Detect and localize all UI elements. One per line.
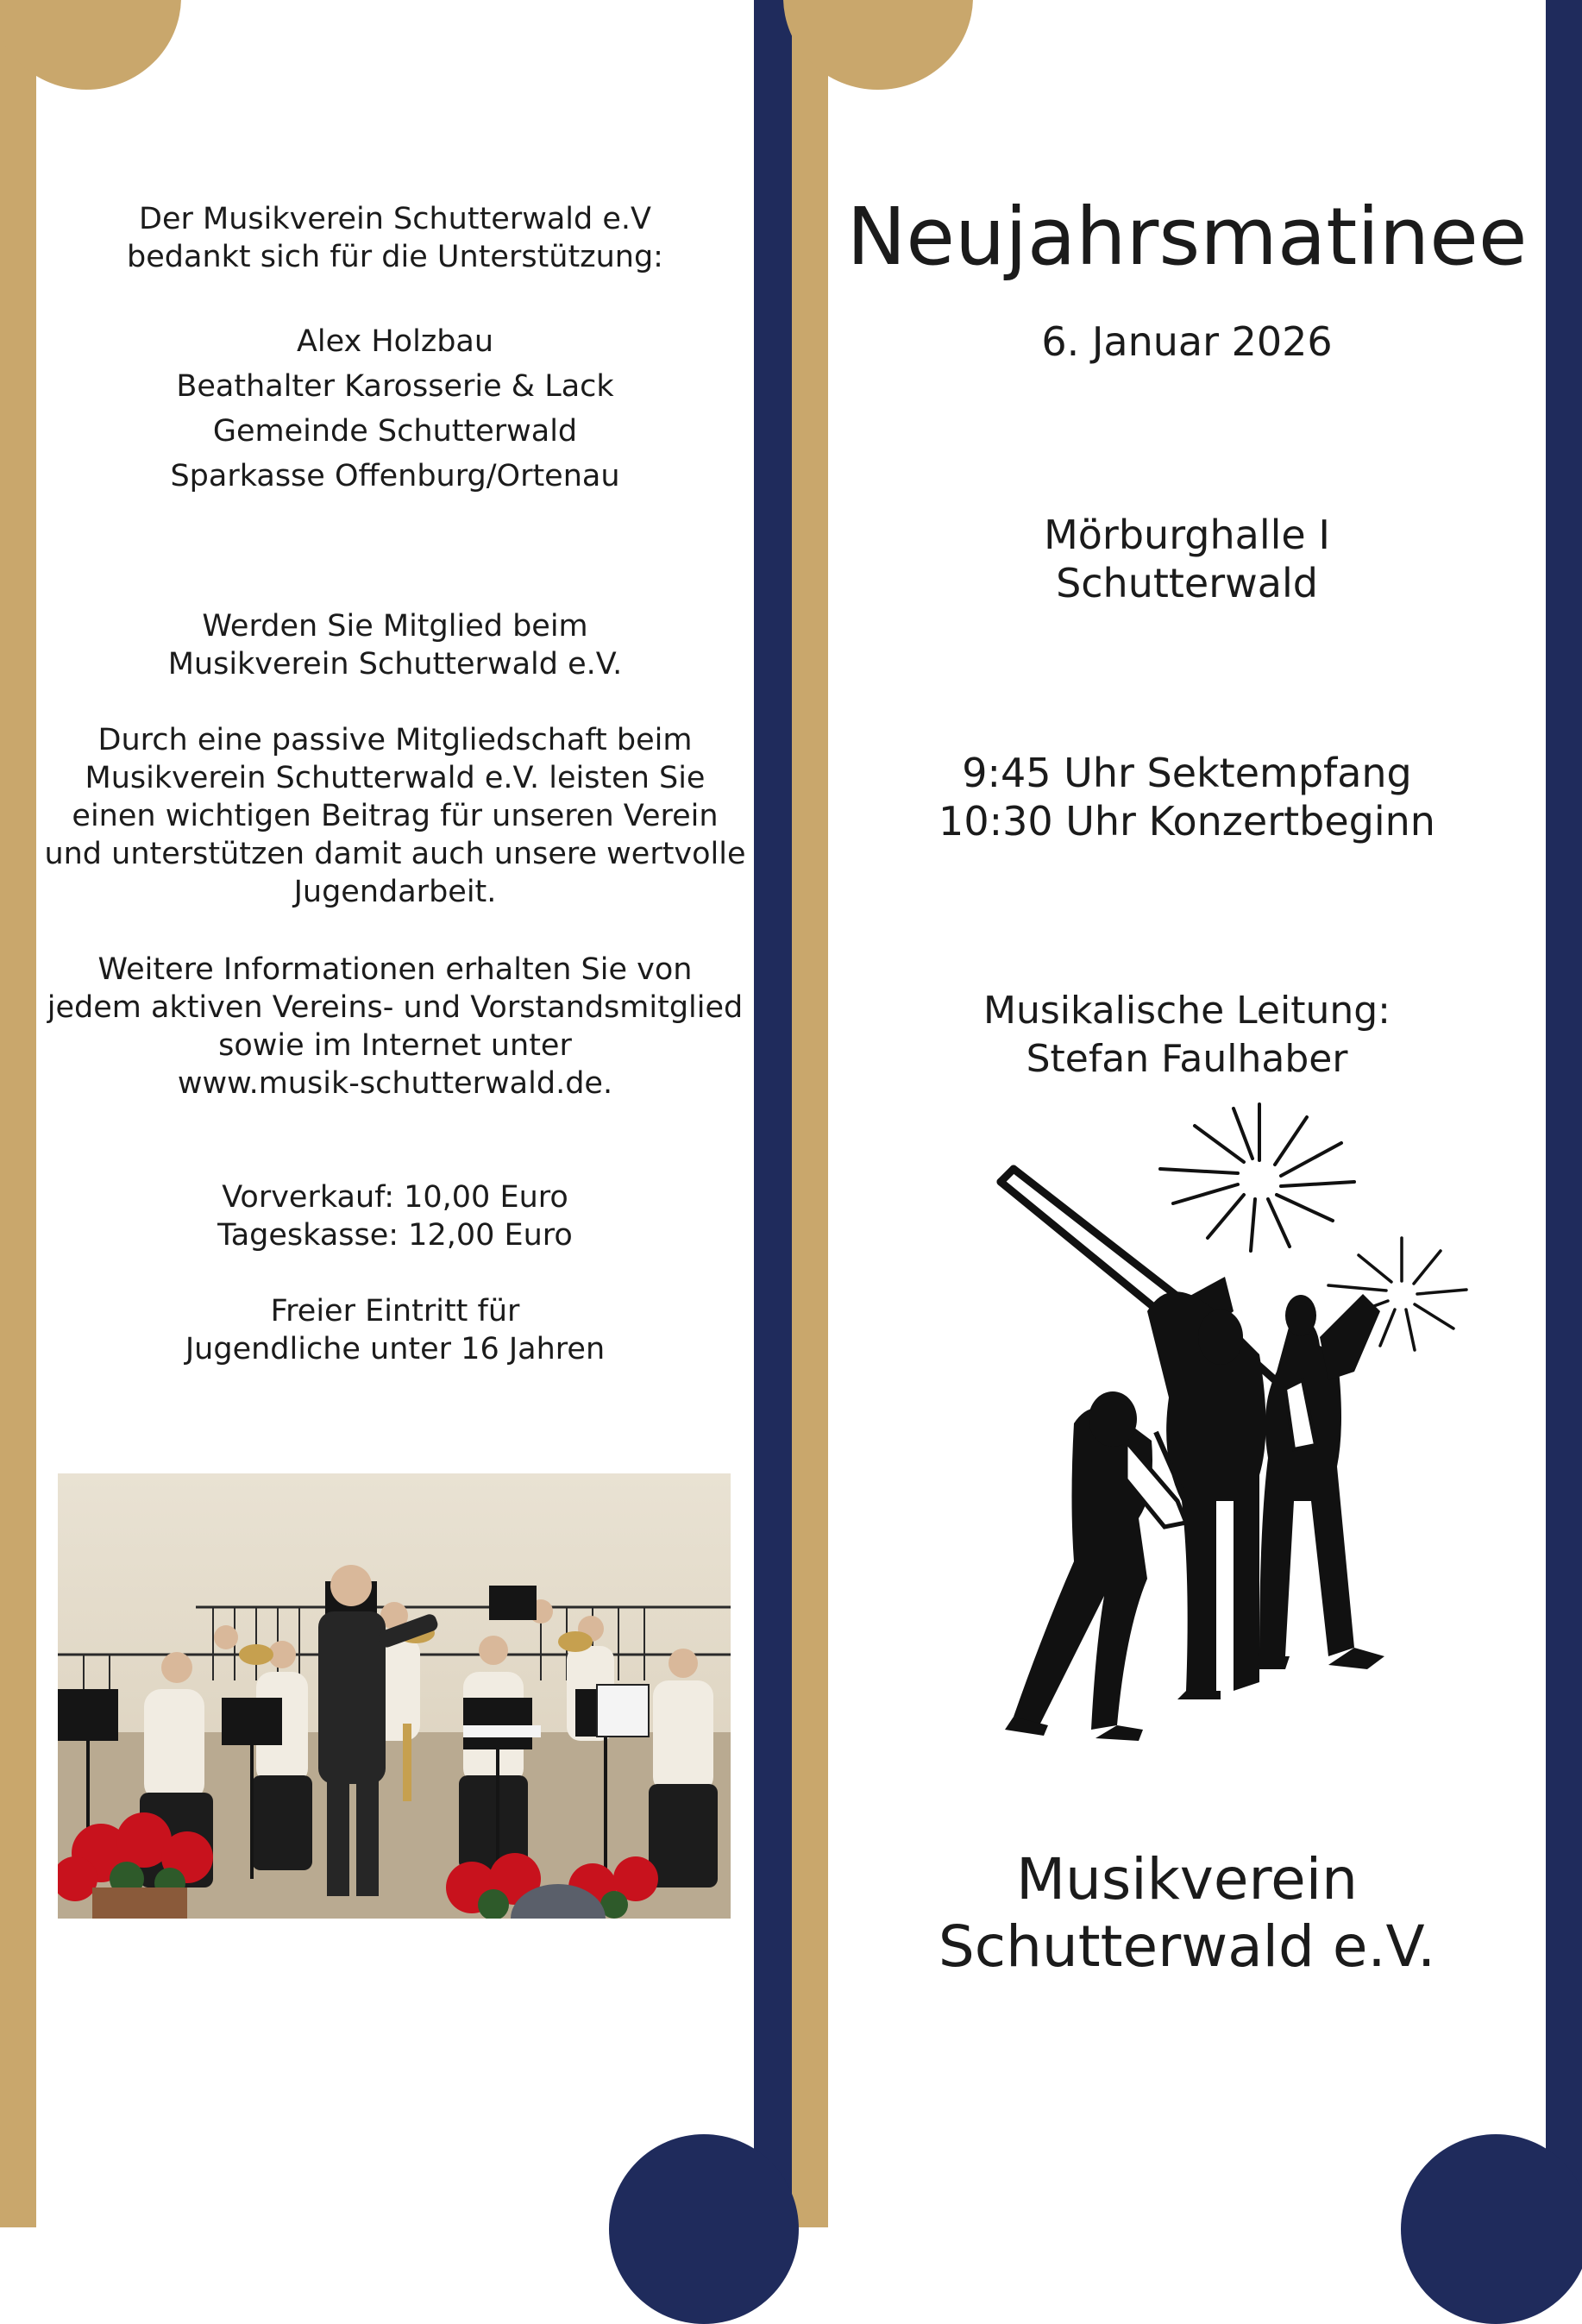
info-text: Weitere Informationen erhalten Sie von jedem aktiven Vereins- und Vorstandsmitglied sowie im Internet unter www.musik-schutterwald.de. [36,951,754,1102]
orchestra-concert-photo [58,1473,731,1919]
right-navy-band [1546,0,1582,2227]
center-gold-band [792,0,828,2227]
venue: Mörburghalle I Schutterwald [1044,512,1330,606]
sponsor-item: Beathalter Karosserie & Lack [176,369,614,404]
sponsor-item: Alex Holzbau [296,324,494,359]
membership-heading: Werden Sie Mitglied beim Musikverein Schutterwald e.V. [167,609,623,681]
schedule [828,749,1546,845]
sponsor-item: Sparkasse Offenburg/Ortenau [170,459,620,493]
membership-text: Durch eine passive Mitgliedschaft beim Musikverein Schutterwald e.V. leisten Sie einen wichtigen Beitrag für unseren Verein und unterstützen damit auch unsere wertvolle Jugendarbeit. [44,723,746,909]
brass-musicians-fireworks-icon [975,1096,1492,1768]
free-entry-note: Freier Eintritt für Jugendliche unter 16 Jahren [185,1294,606,1366]
website-link[interactable]: www.musik-schutterwald.de. [177,1066,613,1101]
right-panel [828,0,1546,2227]
center-navy-band [754,0,792,2227]
box-office-price: Tageskasse: 12,00 Euro [217,1218,573,1253]
sponsor-item: Gemeinde Schutterwald [212,414,578,449]
left-gold-band [0,0,36,2227]
organizer-name: Musikverein Schutterwald e.V. [938,1846,1436,1980]
concert-start-time: 10:30 Uhr Konzertbeginn [939,798,1435,845]
reception-time: 9:45 Uhr Sektempfang [962,750,1412,796]
musical-direction: Musikalische Leitung: Stefan Faulhaber [983,989,1391,1081]
left-panel [36,0,754,2227]
sponsor-list [36,319,754,499]
page-title: Neujahrsmatinee [846,191,1528,283]
event-date: 6. Januar 2026 [1041,318,1333,365]
presale-price: Vorverkauf: 10,00 Euro [222,1180,568,1215]
price-list [36,1178,754,1254]
orchestra-photo-graphic [58,1473,731,1919]
thanks-heading: Der Musikverein Schutterwald e.V bedankt sich für die Unterstützung: [127,202,663,274]
